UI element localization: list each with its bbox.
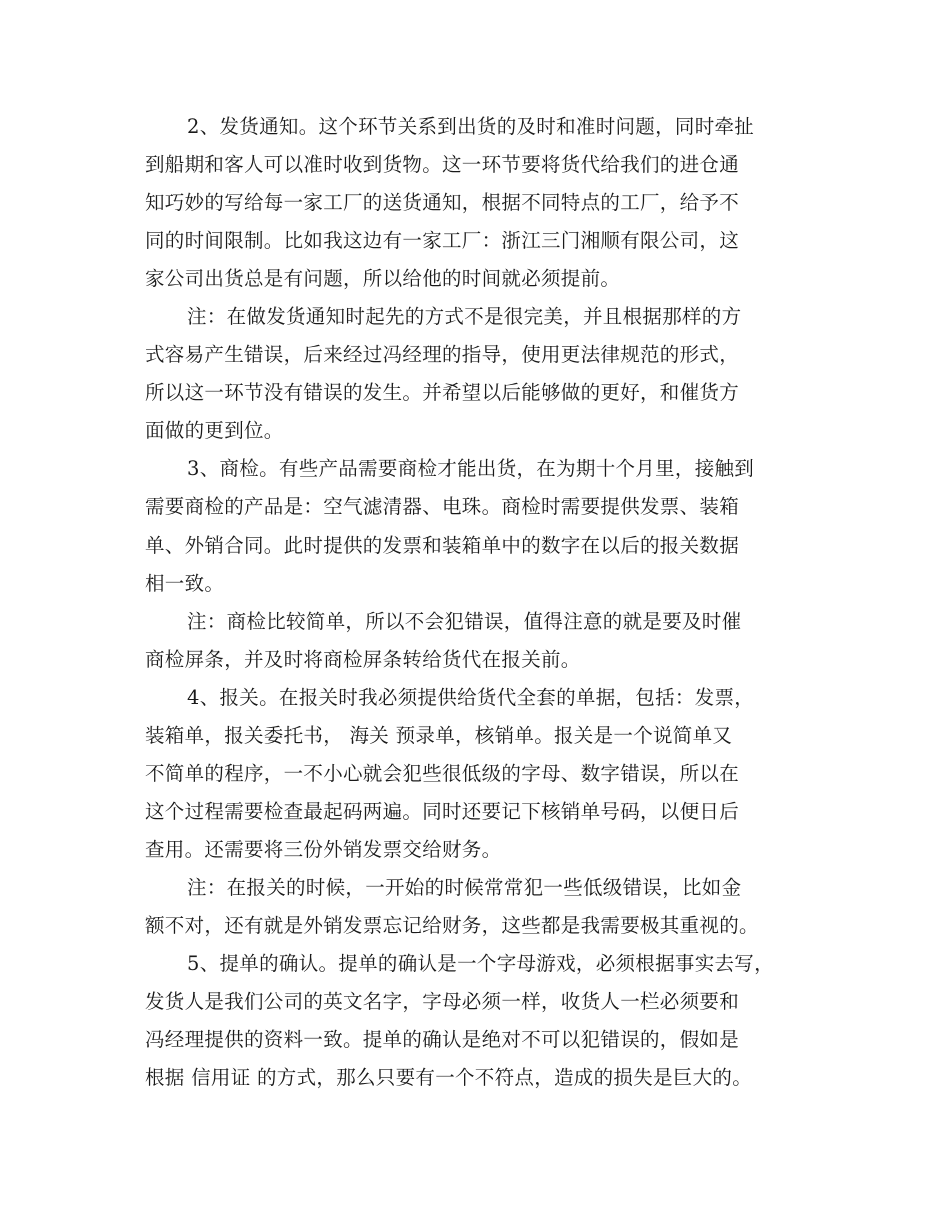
paragraph-line: 查用。还需要将三份外销发票交给财务。 <box>145 837 502 861</box>
paragraph-line: 额不对，还有就是外销发票忘记给财务，这些都是我需要极其重视的。 <box>145 913 759 937</box>
paragraph-line: 不简单的程序，一不小心就会犯些很低级的字母、数字错误，所以在 <box>145 761 740 785</box>
paragraph-line: 5、提单的确认。提单的确认是一个字母游戏，必须根据事实去写， <box>187 952 774 976</box>
paragraph-line: 发货人是我们公司的英文名字，字母必须一样，收货人一栏必须要和 <box>145 990 740 1014</box>
paragraph-line: 根据 信用证 的方式，那么只要有一个不符点，造成的损失是巨大的。 <box>145 1066 752 1090</box>
paragraph-line: 相一致。 <box>145 571 225 595</box>
paragraph-line: 知巧妙的写给每一家工厂的送货通知，根据不同特点的工厂，给予不 <box>145 191 740 215</box>
document-body <box>145 108 825 1097</box>
paragraph-line: 冯经理提供的资料一致。提单的确认是绝对不可以犯错误的，假如是 <box>145 1028 740 1052</box>
paragraph-line: 3、商检。有些产品需要商检才能出货，在为期十个月里，接触到 <box>187 457 755 481</box>
paragraph-line: 注：在做发货通知时起先的方式不是很完美，并且根据那样的方 <box>187 305 742 329</box>
paragraph-line: 同的时间限制。比如我这边有一家工厂：浙江三门湘顺有限公司，这 <box>145 229 740 253</box>
paragraph-line: 这个过程需要检查最起码两遍。同时还要记下核销单号码，以便日后 <box>145 799 740 823</box>
paragraph-line: 商检屏条，并及时将商检屏条转给货代在报关前。 <box>145 647 581 671</box>
paragraph-line: 面做的更到位。 <box>145 419 284 443</box>
paragraph-line: 所以这一环节没有错误的发生。并希望以后能够做的更好，和催货方 <box>145 381 740 405</box>
paragraph-line: 注：商检比较简单，所以不会犯错误，值得注意的就是要及时催 <box>187 609 742 633</box>
paragraph-line: 单、外销合同。此时提供的发票和装箱单中的数字在以后的报关数据 <box>145 533 740 557</box>
paragraph-line: 2、发货通知。这个环节关系到出货的及时和准时问题，同时牵扯 <box>187 115 755 138</box>
paragraph-line: 式容易产生错误，后来经过冯经理的指导，使用更法律规范的形式， <box>145 343 740 367</box>
paragraph-line: 家公司出货总是有问题，所以给他的时间就必须提前。 <box>145 267 621 291</box>
paragraph-line: 到船期和客人可以准时收到货物。这一环节要将货代给我们的进仓通 <box>145 153 740 177</box>
paragraph-line: 装箱单，报关委托书， 海关 预录单，核销单。报关是一个说简单又 <box>145 723 733 747</box>
paragraph-line: 4、报关。在报关时我必须提供给货代全套的单据，包括：发票， <box>187 685 755 709</box>
paragraph-line: 注：在报关的时候，一开始的时候常常犯一些低级错误，比如金 <box>187 875 742 899</box>
paragraph-line: 需要商检的产品是：空气滤清器、电珠。商检时需要提供发票、装箱 <box>145 495 740 519</box>
